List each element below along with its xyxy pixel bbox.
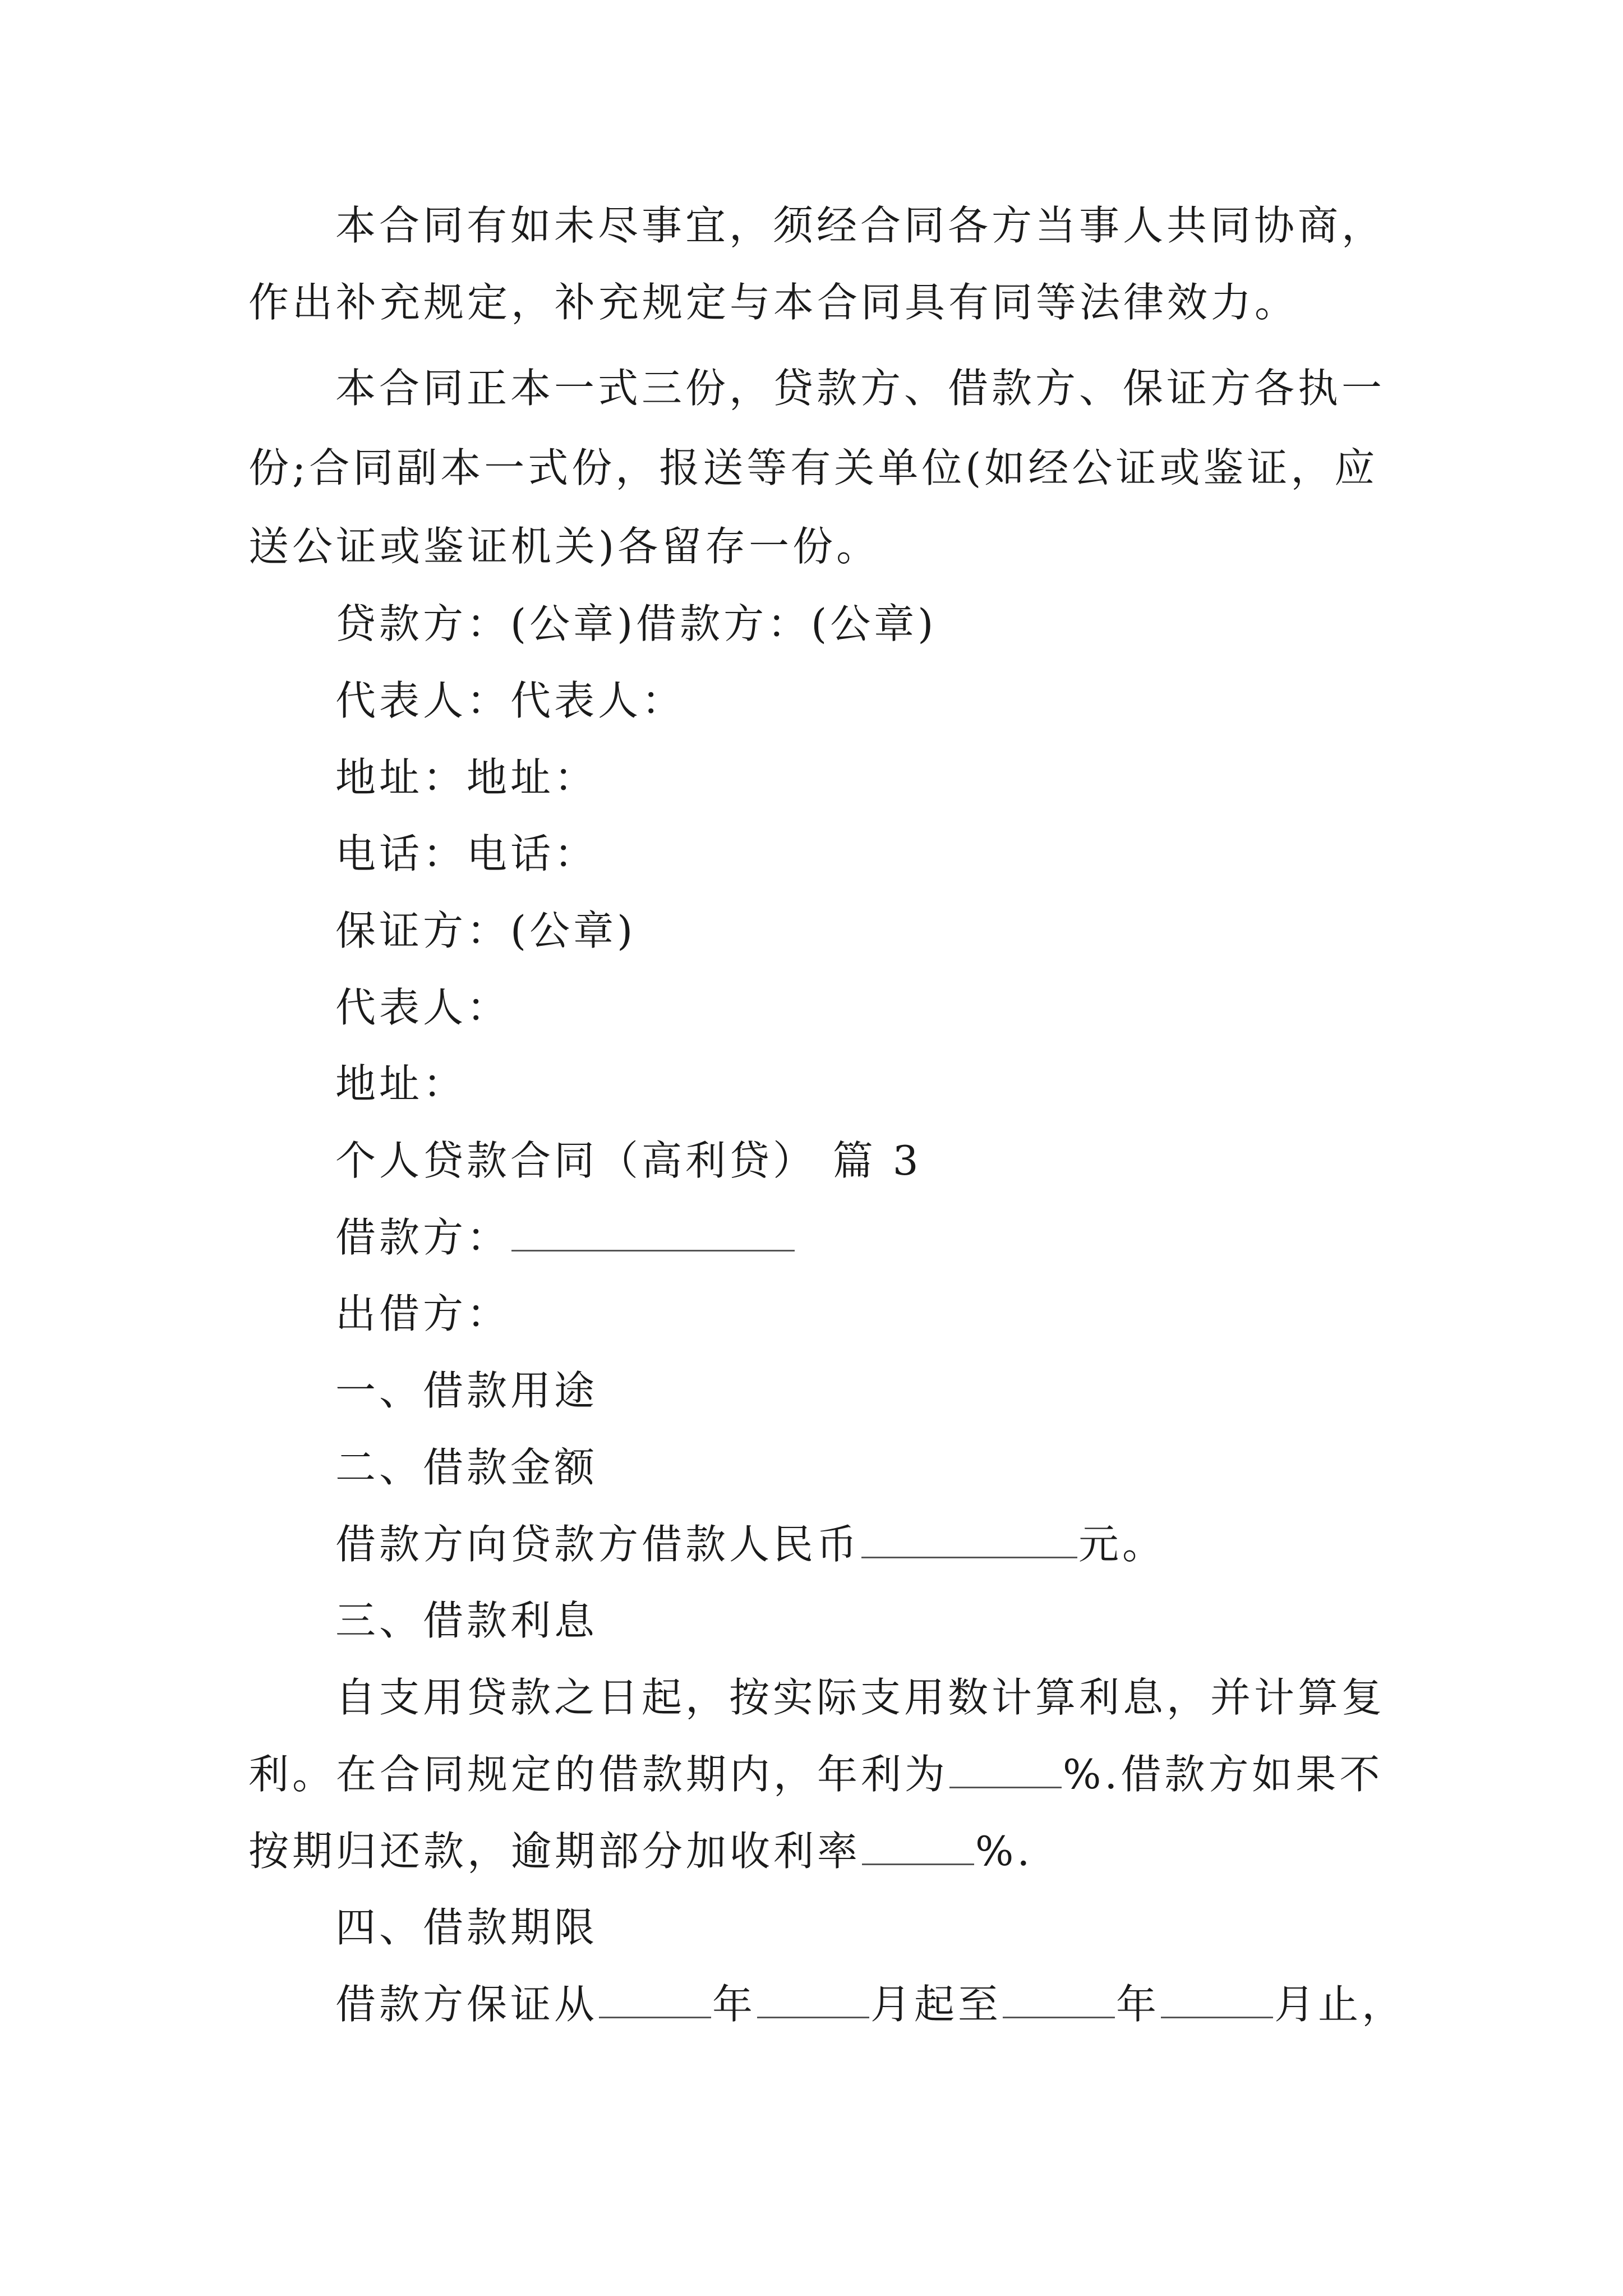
section-heading: 个人贷款合同（高利贷） 篇 3 [335, 1137, 922, 1184]
borrower-blank [511, 1215, 795, 1251]
lender-label: 出借方： [335, 1290, 511, 1337]
interest-line-3-suffix: %. [975, 1828, 1034, 1875]
interest-line-1: 自支用贷款之日起，按实际支用数计算利息，并计算复 [335, 1674, 1386, 1721]
paragraph-1-line-1: 本合同有如未尽事宜，须经合同各方当事人共同协商， [335, 202, 1386, 249]
item-4-heading: 四、借款期限 [335, 1904, 598, 1951]
amount-line [335, 1516, 1166, 1572]
lender-borrower-seal: 贷款方：(公章)借款方：(公章) [335, 600, 937, 647]
term-prefix: 借款方保证从 [335, 1981, 598, 2028]
paragraph-2-line-3: 送公证或鉴证机关)各留存一份。 [248, 523, 880, 570]
amount-suffix: 元。 [1078, 1521, 1166, 1568]
interest-line-2 [248, 1746, 1383, 1802]
term-month-2: 月止， [1274, 1981, 1406, 2028]
start-year-blank [599, 1982, 711, 2018]
term-line [335, 1976, 1405, 2032]
representatives-line: 代表人：代表人： [335, 677, 686, 724]
borrower-label: 借款方： [335, 1214, 511, 1261]
annual-rate-blank [949, 1752, 1062, 1788]
end-month-blank [1161, 1982, 1273, 2018]
guarantor-seal: 保证方：(公章) [335, 907, 637, 954]
overdue-rate-blank [862, 1829, 974, 1865]
paragraph-2-line-1: 本合同正本一式三份，贷款方、借款方、保证方各执一 [335, 365, 1386, 412]
amount-prefix: 借款方向贷款方借款人民币 [335, 1521, 861, 1568]
item-1-heading: 一、借款用途 [335, 1367, 598, 1414]
interest-line-3-prefix: 按期归还款，逾期部分加收利率 [248, 1828, 861, 1875]
borrower-line [335, 1209, 796, 1266]
paragraph-2-line-2: 份;合同副本一式份，报送等有关单位(如经公证或鉴证，应 [248, 444, 1378, 491]
item-3-heading: 三、借款利息 [335, 1597, 598, 1644]
interest-line-2-prefix: 利。在合同规定的借款期内，年利为 [248, 1751, 949, 1798]
guarantor-address: 地址： [335, 1060, 467, 1107]
addresses-line: 地址：地址： [335, 754, 598, 801]
amount-blank [861, 1522, 1077, 1558]
paragraph-1-line-2: 作出补充规定，补充规定与本合同具有同等法律效力。 [248, 279, 1299, 326]
term-year-2: 年 [1116, 1981, 1160, 2028]
start-month-blank [757, 1982, 869, 2018]
guarantor-representative: 代表人： [335, 984, 511, 1031]
interest-line-2-suffix: %.借款方如果不 [1063, 1751, 1384, 1798]
item-2-heading: 二、借款金额 [335, 1444, 598, 1491]
term-year-1: 年 [712, 1981, 757, 2028]
term-month-1: 月起至 [870, 1981, 1002, 2028]
interest-line-3 [248, 1823, 1033, 1879]
phones-line: 电话：电话： [335, 830, 598, 877]
end-year-blank [1003, 1982, 1115, 2018]
